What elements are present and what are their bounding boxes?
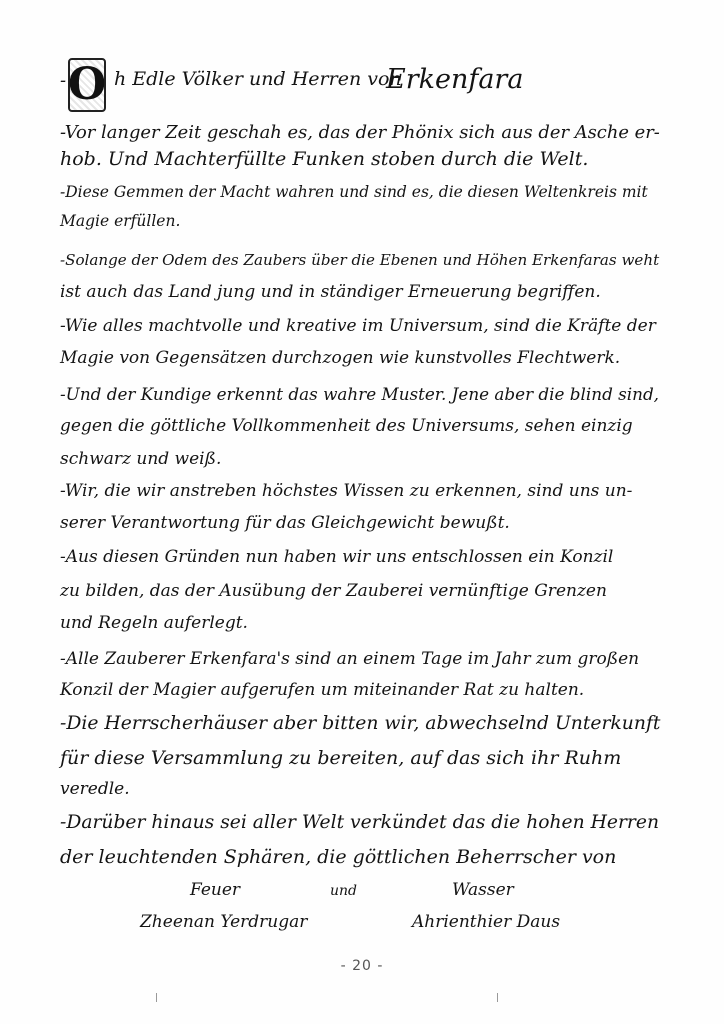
- text-line: Konzil der Magier aufgerufen um miteinander Rat zu halten.: [60, 680, 585, 700]
- text-line: serer Verantwortung für das Gleichgewicht bewußt.: [60, 513, 510, 533]
- heading-name: Erkenfara: [386, 64, 524, 95]
- text-line: Magie erfüllen.: [60, 212, 181, 230]
- text-line: der leuchtenden Sphären, die göttlichen Beherrscher von: [60, 846, 617, 868]
- heading-text: h Edle Völker und Herren von: [114, 68, 402, 90]
- text-line: -Wie alles machtvolle und kreative im Universum, sind die Kräfte der: [60, 316, 656, 336]
- text-line: -Alle Zauberer Erkenfara's sind an einem Tage im Jahr zum großen: [60, 649, 640, 669]
- scan-mark: [156, 993, 157, 1002]
- text-line: -Und der Kundige erkennt das wahre Muster. Jene aber die blind sind,: [60, 384, 660, 404]
- signature-name-left: Zheenan Yerdrugar: [140, 912, 308, 932]
- heading: [60, 58, 680, 120]
- text-line: zu bilden, das der Ausübung der Zauberei vernünftige Grenzen: [60, 581, 607, 601]
- text-line: und Regeln auferlegt.: [60, 613, 248, 633]
- text-line: -Darüber hinaus sei aller Welt verkündet das die hohen Herren: [60, 812, 659, 833]
- text-line: -Die Herrscherhäuser aber bitten wir, abwechselnd Unterkunft: [60, 713, 661, 734]
- text-line: -Vor langer Zeit geschah es, das der Phönix sich aus der Asche er-: [60, 122, 660, 143]
- heading-dash: -: [60, 70, 67, 91]
- text-line: schwarz und weiß.: [60, 449, 222, 469]
- signature-conjunction: und: [330, 883, 357, 899]
- text-line: Magie von Gegensätzen durchzogen wie kunstvolles Flechtwerk.: [60, 348, 621, 368]
- signature-title-left: Feuer: [190, 880, 241, 900]
- text-line: -Diese Gemmen der Macht wahren und sind es, die diesen Weltenkreis mit: [60, 183, 648, 201]
- text-line: -Wir, die wir anstreben höchstes Wissen zu erkennen, sind uns un-: [60, 481, 633, 501]
- text-line: veredle.: [60, 779, 130, 799]
- scan-mark: [497, 993, 498, 1002]
- signature-name-right: Ahrienthier Daus: [412, 912, 561, 932]
- text-line: gegen die göttliche Vollkommenheit des Universums, sehen einzig: [60, 416, 633, 436]
- text-line: für diese Versammlung zu bereiten, auf das sich ihr Ruhm: [60, 747, 622, 769]
- page-number: - 20 -: [340, 958, 384, 974]
- text-line: -Aus diesen Gründen nun haben wir uns entschlossen ein Konzil: [60, 547, 614, 567]
- illuminated-initial: O: [67, 59, 107, 110]
- text-line: hob. Und Machterfüllte Funken stoben durch die Welt.: [60, 148, 589, 170]
- signature-title-right: Wasser: [452, 880, 514, 900]
- text-line: -Solange der Odem des Zaubers über die Ebenen und Höhen Erkenfaras weht: [60, 251, 660, 269]
- text-line: ist auch das Land jung und in ständiger Erneuerung begriffen.: [60, 282, 601, 302]
